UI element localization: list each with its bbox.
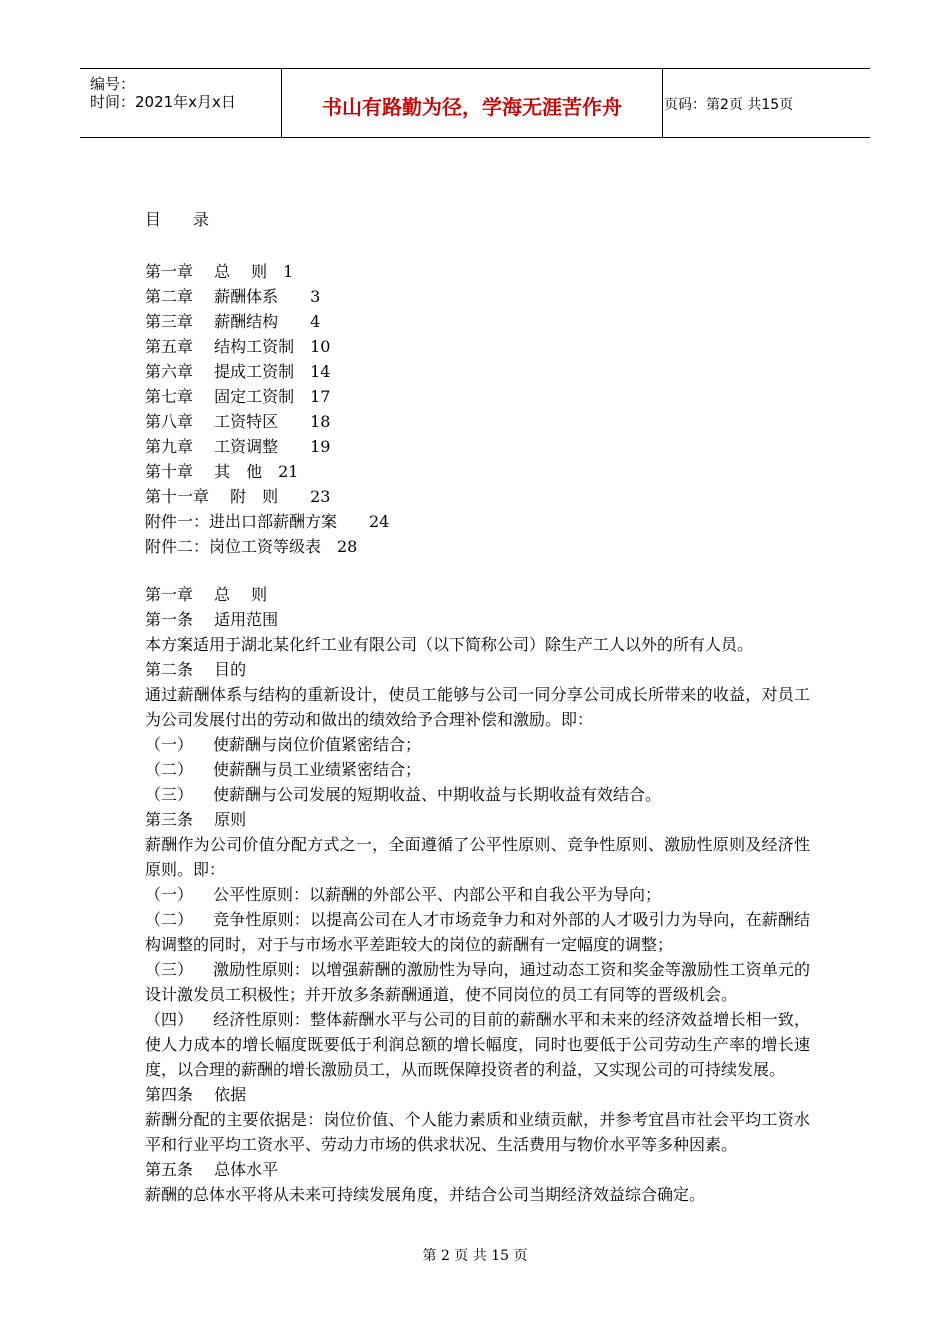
document-number-label: 编号： <box>90 75 136 93</box>
article-heading: 第四条 依据 <box>145 1085 247 1104</box>
article-heading: 第一条 适用范围 <box>145 610 279 629</box>
toc-entry: 第十一章 附 则 23 <box>145 487 331 506</box>
header-page-info: 页码：第2页 共15页 <box>664 97 794 113</box>
list-item-number: （一） <box>145 735 194 754</box>
page-footer: 第 2 页 共 15 页 <box>422 1248 528 1264</box>
table-of-contents <box>145 259 389 559</box>
toc-entry: 附件一：进出口部薪酬方案 24 <box>145 512 390 531</box>
article-heading: 第三条 原则 <box>145 810 247 829</box>
list-item-number: （二） <box>145 760 194 779</box>
list-item <box>145 732 810 757</box>
toc-title: 目 录 <box>145 210 210 229</box>
main-body <box>145 582 810 1207</box>
list-item <box>145 757 810 782</box>
list-item-number: （三） <box>145 785 194 804</box>
page-header <box>80 68 870 138</box>
list-item <box>145 907 810 957</box>
article-paragraph: 通过薪酬体系与结构的重新设计，使员工能够与公司一同分享公司成长所带来的收益，对员工为公司发展付出的劳动和做出的绩效给予合理补偿和激励。即： <box>145 685 810 729</box>
article-heading: 第二条 目的 <box>145 660 247 679</box>
list-item-number: （四） <box>145 1010 194 1029</box>
document-time-label: 时间：2021年x月x日 <box>90 93 236 111</box>
list-item <box>145 957 810 1007</box>
list-item-number: （一） <box>145 885 194 904</box>
article-heading: 第五条 总体水平 <box>145 1160 279 1179</box>
article-paragraph: 薪酬的总体水平将从未来可持续发展角度，并结合公司当期经济效益综合确定。 <box>145 1185 706 1204</box>
list-item-number: （二） <box>145 910 194 929</box>
toc-entry: 第六章 提成工资制 14 <box>145 362 331 381</box>
article-paragraph: 薪酬作为公司价值分配方式之一，全面遵循了公平性原则、竞争性原则、激励性原则及经济性原则。即： <box>145 835 810 879</box>
article-paragraph: 薪酬分配的主要依据是：岗位价值、个人能力素质和业绩贡献，并参考宜昌市社会平均工资水平和行业平均工资水平、劳动力市场的供求状况、生活费用与物价水平等多种因素。 <box>145 1110 810 1154</box>
list-item-text: 使薪酬与公司发展的短期收益、中期收益与长期收益有效结合。 <box>213 785 662 804</box>
header-motto-cell <box>281 69 663 137</box>
toc-entry: 第七章 固定工资制 17 <box>145 387 331 406</box>
list-item-text: 经济性原则：整体薪酬水平与公司的目前的薪酬水平和未来的经济效益增长相一致，使人力成本的增长幅度既要低于利润总额的增长幅度，同时也要低于公司劳动生产率的增长速度，以合理的薪酬的增长激励员工，从而既保障投资者的利益，又实现公司的可持续发展。 <box>145 1010 810 1079</box>
list-item <box>145 1007 810 1082</box>
toc-entry: 第九章 工资调整 19 <box>145 437 331 456</box>
header-motto: 书山有路勤为径，学海无涯苦作舟 <box>322 95 622 119</box>
list-item-number: （三） <box>145 960 194 979</box>
toc-entry: 第十章 其 他 21 <box>145 462 299 481</box>
toc-entry: 第三章 薪酬结构 4 <box>145 312 321 331</box>
toc-entry: 第八章 工资特区 18 <box>145 412 331 431</box>
toc-entry: 第二章 薪酬体系 3 <box>145 287 321 306</box>
list-item-text: 使薪酬与员工业绩紧密结合； <box>213 760 422 779</box>
header-page-cell <box>662 69 870 137</box>
list-item-text: 竞争性原则：以提高公司在人才市场竞争力和对外部的人才吸引力为导向，在薪酬结构调整的同时，对于与市场水平差距较大的岗位的薪酬有一定幅度的调整； <box>145 910 810 954</box>
list-item <box>145 782 810 807</box>
toc-entry: 第一章 总 则 1 <box>145 262 294 281</box>
list-item <box>145 882 810 907</box>
toc-entry: 附件二：岗位工资等级表 28 <box>145 537 358 556</box>
header-meta <box>80 69 281 137</box>
chapter-heading: 第一章 总 则 <box>145 585 268 604</box>
list-item-text: 公平性原则：以薪酬的外部公平、内部公平和自我公平为导向； <box>213 885 662 904</box>
list-item-text: 使薪酬与岗位价值紧密结合； <box>213 735 422 754</box>
list-item-text: 激励性原则：以增强薪酬的激励性为导向，通过动态工资和奖金等激励性工资单元的设计激发员工积极性；并开放多条薪酬通道，使不同岗位的员工有同等的晋级机会。 <box>145 960 810 1004</box>
toc-entry: 第五章 结构工资制 10 <box>145 337 331 356</box>
article-paragraph: 本方案适用于湖北某化纤工业有限公司（以下简称公司）除生产工人以外的所有人员。 <box>145 635 754 654</box>
